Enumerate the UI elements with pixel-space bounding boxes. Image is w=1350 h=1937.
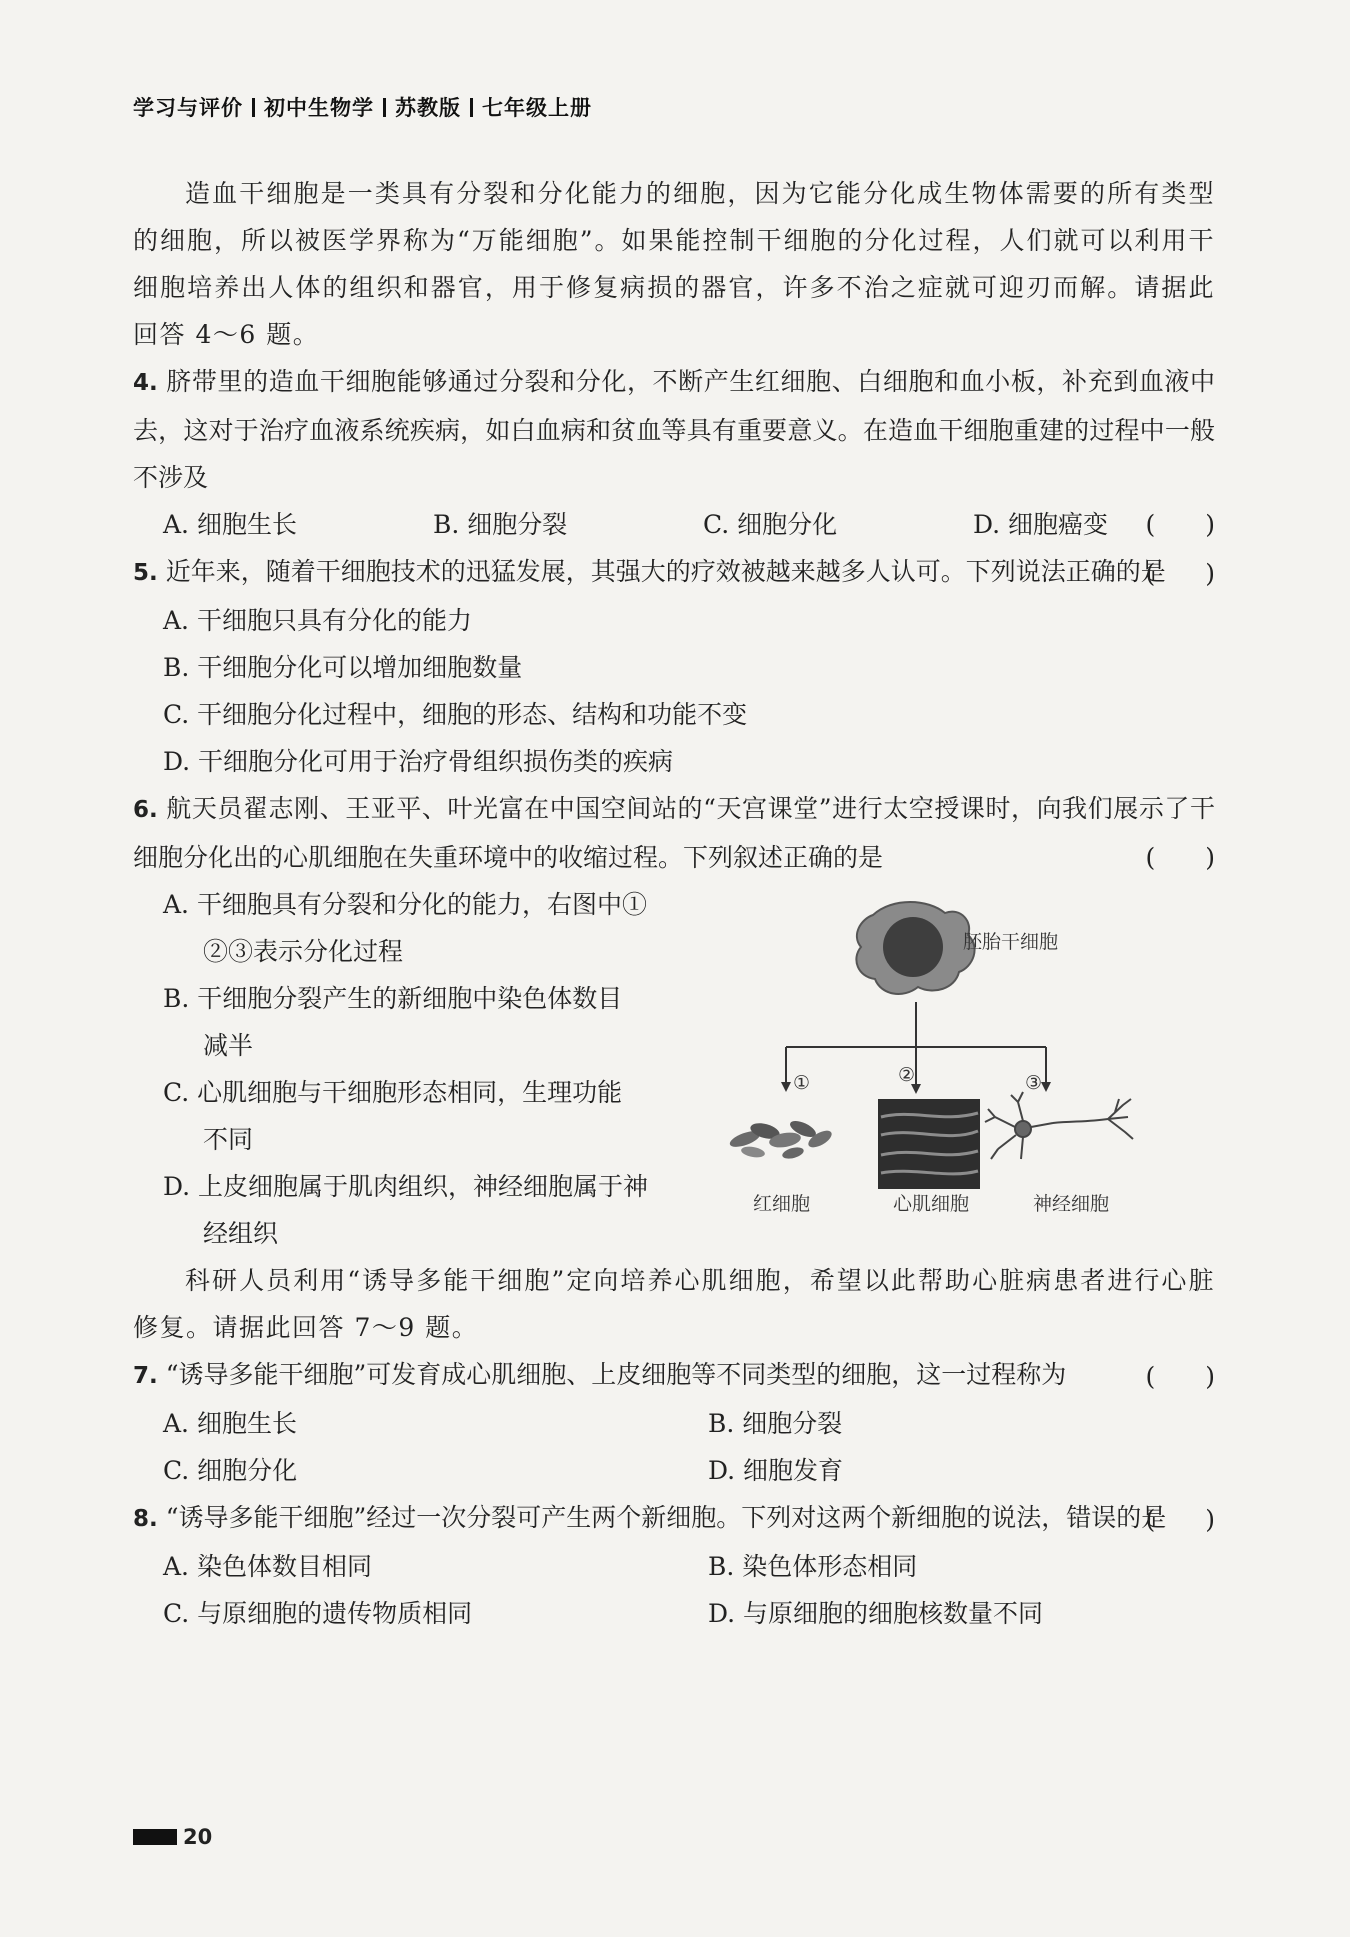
diagram-graphic [723, 877, 1143, 1207]
question-number: 4. [133, 370, 158, 396]
options-row [133, 1447, 1215, 1494]
page-header [133, 92, 592, 122]
arrow-3-head [1041, 1082, 1051, 1092]
header-divider [470, 98, 473, 117]
options-row [133, 501, 1215, 548]
label-red-blood-cell: 红细胞 [753, 1193, 811, 1215]
question-7 [133, 1351, 1215, 1494]
answer-bracket: ( ) [1145, 510, 1215, 539]
red-blood-cells-image [728, 1118, 834, 1161]
marker-2: ② [898, 1064, 916, 1086]
stem-cell-differentiation-diagram [723, 877, 1143, 1215]
question-4 [133, 358, 1215, 548]
header-divider [252, 98, 255, 117]
answer-bracket: ( ) [1145, 843, 1215, 872]
option-a-continued: ②③表示分化过程 [203, 937, 404, 966]
option-d: D. 与原细胞的细胞核数量不同 [708, 1599, 1044, 1628]
option-b: B. 干细胞分裂产生的新细胞中染色体数目 [163, 984, 623, 1013]
option-a: A. 干细胞具有分裂和分化的能力，右图中① [163, 890, 647, 919]
question-number: 8. [133, 1506, 158, 1532]
option-c: C. 与原细胞的遗传物质相同 [163, 1599, 473, 1628]
question-text: 近年来，随着干细胞技术的迅猛发展，其强大的疗效被越来越多人认可。下列说法正确的是 [165, 557, 1166, 586]
option-d: D. 细胞癌变 [973, 510, 1109, 539]
option-c: C. 细胞分化 [163, 1456, 298, 1485]
option-b: B. 细胞分裂 [708, 1409, 843, 1438]
option-c-continued: 不同 [203, 1125, 254, 1154]
header-series: 学习与评价 [133, 96, 243, 120]
cardiac-muscle-image [878, 1099, 980, 1189]
option-d: D. 干细胞分化可用于治疗骨组织损伤类的疾病 [163, 747, 674, 776]
question-text: “诱导多能干细胞”可发育成心肌细胞、上皮细胞等不同类型的细胞，这一过程称为 [165, 1360, 1067, 1389]
page-content [133, 170, 1215, 1637]
question-text: 航天员翟志刚、王亚平、叶光富在中国空间站的“天宫课堂”进行太空授课时，向我们展示了干细胞分化出的心肌细胞在失重环境中的收缩过程。下列叙述正确的是 [133, 794, 1215, 872]
page-number: 20 [183, 1825, 213, 1849]
option-c: C. 干细胞分化过程中，细胞的形态、结构和功能不变 [163, 700, 748, 729]
label-cardiac-muscle-cell: 心肌细胞 [893, 1193, 970, 1215]
option-b: B. 染色体形态相同 [708, 1552, 918, 1581]
marker-1: ① [793, 1072, 811, 1094]
header-grade: 七年级上册 [482, 96, 592, 120]
answer-bracket: ( ) [1145, 1362, 1215, 1391]
options-row [133, 1590, 1215, 1637]
header-edition: 苏教版 [395, 96, 461, 120]
question-6 [133, 785, 1215, 1257]
header-subject: 初中生物学 [264, 96, 374, 120]
option-b: B. 干细胞分化可以增加细胞数量 [163, 653, 523, 682]
question-8 [133, 1494, 1215, 1637]
options-row [133, 1543, 1215, 1590]
nerve-cell-image [985, 1092, 1133, 1159]
option-c: C. 细胞分化 [703, 510, 838, 539]
question-number: 5. [133, 560, 158, 586]
option-d: D. 上皮细胞属于肌肉组织，神经细胞属于神 [163, 1172, 649, 1201]
question-number: 7. [133, 1363, 158, 1389]
option-a: A. 细胞生长 [163, 510, 297, 539]
label-nerve-cell: 神经细胞 [1033, 1193, 1110, 1215]
stem-cell-nucleus [883, 917, 943, 977]
options-row [133, 1400, 1215, 1447]
header-divider [383, 98, 386, 117]
label-embryonic-stem-cell: 胚胎干细胞 [963, 931, 1059, 953]
option-d: D. 细胞发育 [708, 1456, 844, 1485]
option-d-continued: 经组织 [203, 1219, 279, 1248]
option-b: B. 细胞分裂 [433, 510, 568, 539]
option-c: C. 心肌细胞与干细胞形态相同，生理功能 [163, 1078, 623, 1107]
options-list [133, 881, 733, 1257]
option-b-continued: 减半 [203, 1031, 254, 1060]
question-number: 6. [133, 797, 158, 823]
question-5 [133, 548, 1215, 785]
option-a: A. 干细胞只具有分化的能力 [163, 606, 472, 635]
footer-bar [133, 1829, 177, 1845]
page-footer [133, 1825, 212, 1849]
arrow-1-head [781, 1082, 791, 1092]
option-a: A. 染色体数目相同 [163, 1552, 372, 1581]
intro-paragraph-1: 造血干细胞是一类具有分裂和分化能力的细胞，因为它能分化成生物体需要的所有类型的细胞，所以被医学界称为“万能细胞”。如果能控制干细胞的分化过程，人们就可以利用干细胞培养出人体的组织和器官，用于修复病损的器官，许多不治之症就可迎刃而解。请据此回答 4～6 题。 [133, 179, 1215, 349]
marker-3: ③ [1025, 1072, 1043, 1094]
intro-paragraph-2: 科研人员利用“诱导多能干细胞”定向培养心肌细胞，希望以此帮助心脏病患者进行心脏修复。请据此回答 7～9 题。 [133, 1266, 1215, 1342]
question-text: 脐带里的造血干细胞能够通过分裂和分化，不断产生红细胞、白细胞和血小板，补充到血液中去，这对于治疗血液系统疾病，如白血病和贫血等具有重要意义。在造血干细胞重建的过程中一般不涉及 [133, 367, 1215, 492]
answer-bracket: ( ) [1145, 1505, 1215, 1534]
question-text: “诱导多能干细胞”经过一次分裂可产生两个新细胞。下列对这两个新细胞的说法，错误的是 [165, 1503, 1167, 1532]
answer-bracket: ( ) [1145, 559, 1215, 588]
option-a: A. 细胞生长 [163, 1409, 297, 1438]
